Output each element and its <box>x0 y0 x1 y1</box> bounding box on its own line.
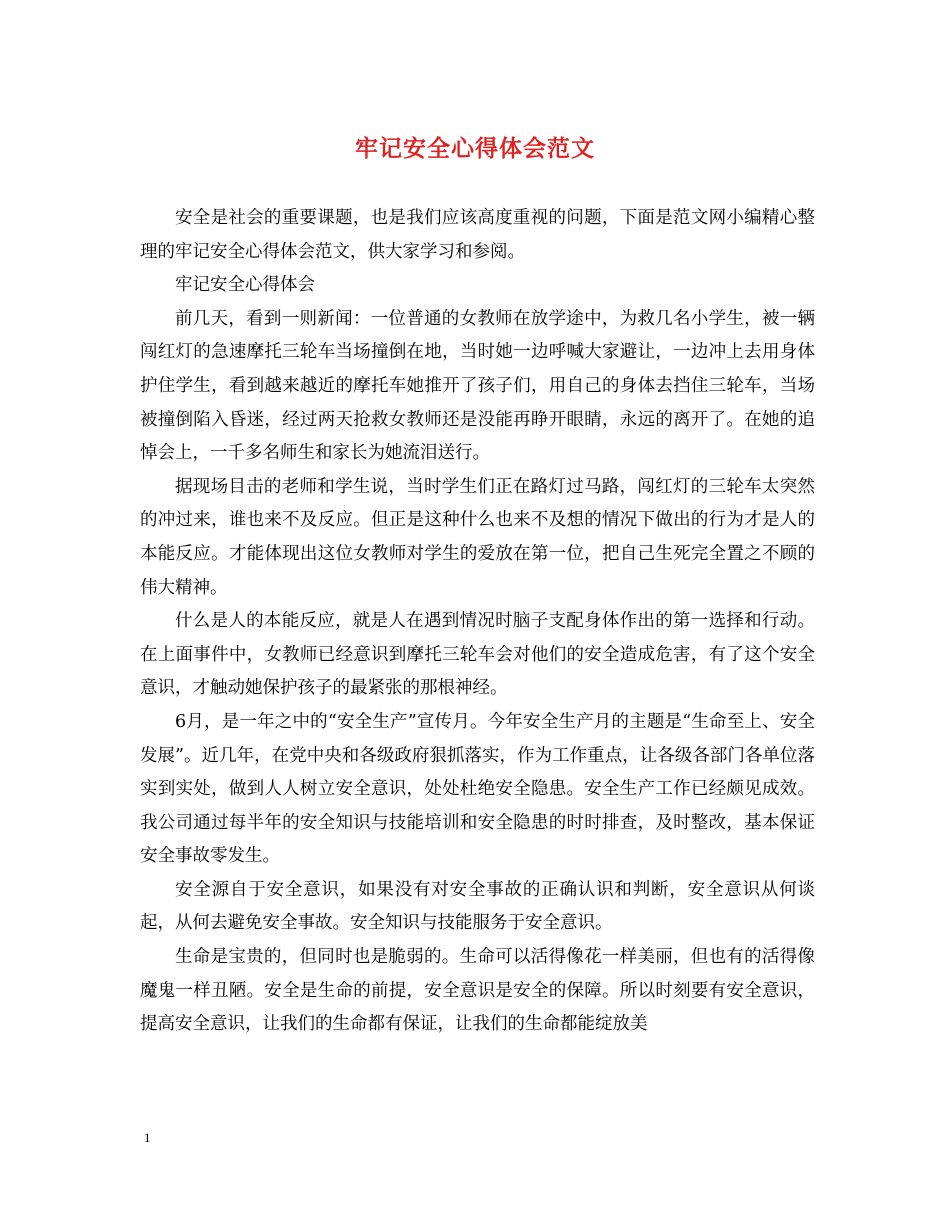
page-number: 1 <box>144 1130 151 1145</box>
document-body <box>140 202 815 1042</box>
paragraph-safety-month: 6月，是一年之中的“安全生产”宣传月。今年安全生产月的主题是“生命至上、安全发展”。近几年，在党中央和各级政府狠抓落实，作为工作重点，让各级各部门各单位落实到实处，做到人人树立安全意识，处处杜绝安全隐患。安全生产工作已经颇见成效。我公司通过每半年的安全知识与技能培训和安全隐患的时时排查，及时整改，基本保证安全事故零发生。 <box>140 711 815 867</box>
paragraph-news: 前几天，看到一则新闻：一位普通的女教师在放学途中，为救几名小学生，被一辆闯红灯的急速摩托三轮车当场撞倒在地，当时她一边呼喊大家避让，一边冲上去用身体护住学生，看到越来越近的摩托车她推开了孩子们，用自己的身体去挡住三轮车，当场被撞倒陷入昏迷，经过两天抢救女教师还是没能再睁开眼睛，永远的离开了。在她的追悼会上，一千多名师生和家长为她流泪送行。 <box>140 308 815 464</box>
paragraph-life: 生命是宝贵的，但同时也是脆弱的。生命可以活得像花一样美丽，但也有的活得像魔鬼一样丑陋。安全是生命的前提，安全意识是安全的保障。所以时刻要有安全意识，提高安全意识，让我们的生命都有保证，让我们的生命都能绽放美 <box>140 947 815 1035</box>
paragraph-intro: 安全是社会的重要课题，也是我们应该高度重视的问题，下面是范文网小编精心整理的牢记安全心得体会范文，供大家学习和参阅。 <box>140 208 815 262</box>
paragraph-safety-awareness: 安全源自于安全意识，如果没有对安全事故的正确认识和判断，安全意识从何谈起，从何去避免安全事故。安全知识与技能服务于安全意识。 <box>140 879 815 934</box>
paragraph-witness: 据现场目击的老师和学生说，当时学生们正在路灯过马路，闯红灯的三轮车太突然的冲过来，谁也来不及反应。但正是这种什么也来不及想的情况下做出的行为才是人的本能反应。才能体现出这位女教师对学生的爱放在第一位，把自己生死完全置之不顾的伟大精神。 <box>140 476 815 598</box>
document-title: 牢记安全心得体会范文 <box>355 135 595 162</box>
paragraph-subheading: 牢记安全心得体会 <box>175 275 315 296</box>
paragraph-instinct: 什么是人的本能反应，就是人在遇到情况时脑子支配身体作出的第一选择和行动。在上面事件中，女教师已经意识到摩托三轮车会对他们的安全造成危害，有了这个安全意识，才触动她保护孩子的最紧张的那根神经。 <box>140 611 815 699</box>
